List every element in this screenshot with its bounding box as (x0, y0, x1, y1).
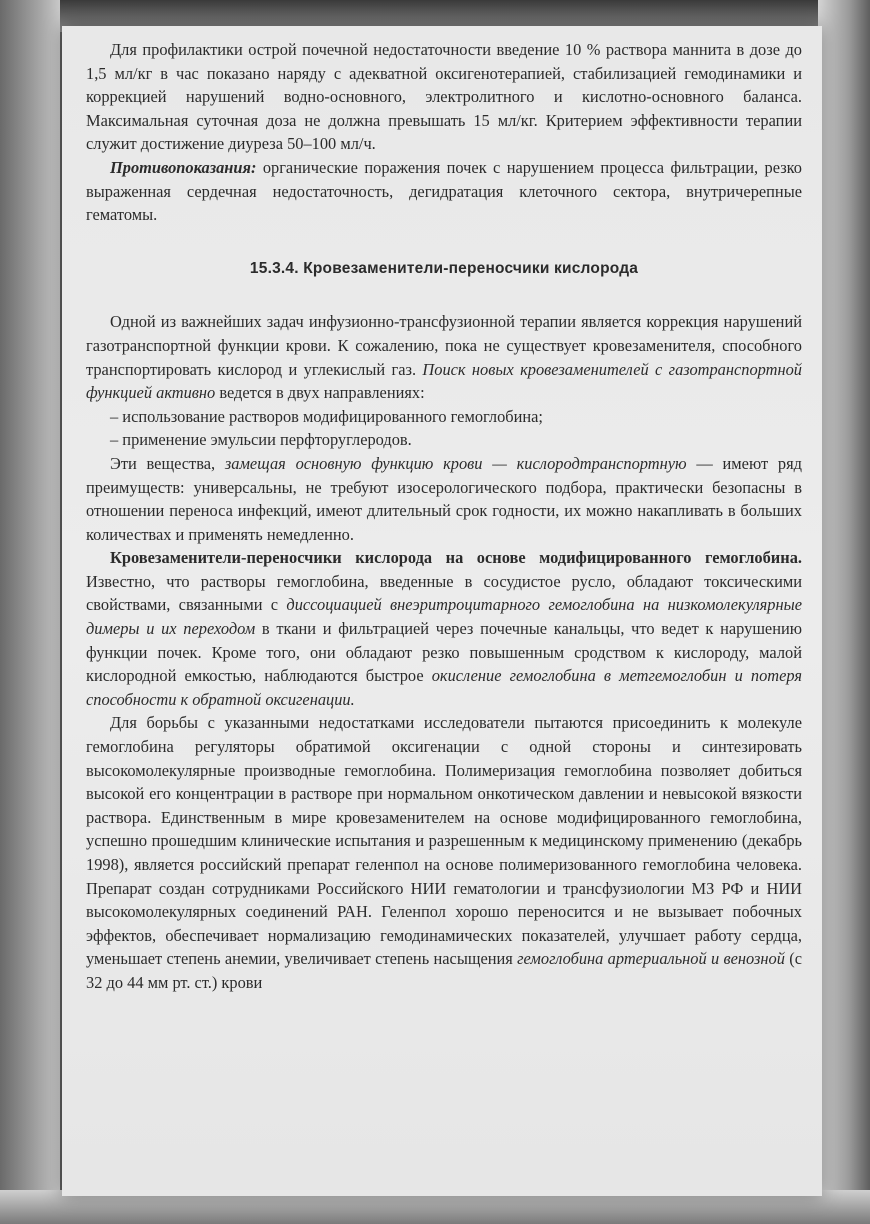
directions-list (86, 405, 802, 452)
intro-text-c: ведется в двух направлениях: (215, 383, 425, 403)
advantages-text-a: Эти вещества, (110, 453, 225, 473)
list-item: – применение эмульсии перфторуглеродов. (110, 430, 412, 450)
book-page (62, 26, 822, 1196)
page-text (86, 38, 802, 995)
gelenpol-text-italic: гемоглобина артериальной и венозной (517, 949, 785, 969)
list-item: – использование растворов модифицированного гемоглобина; (110, 406, 543, 426)
paragraph-intro (86, 310, 802, 404)
paragraph-mannitol: Для профилактики острой почечной недостаточности введение 10 % раствора маннита в дозе до 1,5 мл/кг в час показано наряду с адекватной оксигенотерапией, стабилизацией гемодинамики и коррекцией нарушений водно-основного, электролитного и кислотно-основного баланса. Максимальная суточная доза не должна превышать 15 мл/кг. Критерием эффективности терапии служит достижение диуреза 50–100 мл/ч. (86, 40, 802, 154)
paragraph-advantages (86, 452, 802, 546)
contraindications-text: органические поражения почек с нарушением процесса фильтрации, резко выраженная сердечная недостаточность, дегидратация клеточного сектора, внутричерепные гематомы. (86, 157, 802, 225)
paragraph-contraindications (86, 156, 802, 227)
paragraph-hemoglobin-substitutes (86, 546, 802, 711)
hemoglobin-text-a: Известно, что растворы гемоглобина, введенные в сосудистое русло, обладают токсическими свойствами, связанными с (86, 571, 802, 615)
hemoglobin-text-italic-b: диссоциацией внеэритроцитарного гемоглобина на низкомолекулярные димеры и их переходом (86, 595, 802, 639)
gelenpol-text-c: (с 32 до 44 мм рт. ст.) крови (86, 949, 802, 992)
scan-shadow-right (818, 0, 870, 1224)
paragraph-gelenpol (86, 711, 802, 994)
section-heading: 15.3.4. Кровезаменители-переносчики кислорода (249, 259, 639, 277)
advantages-text-c: — имеют ряд преимуществ: универсальны, не требуют изосерологического подбора, практически безопасны в отношении переноса инфекций, имеют длительный срок годности, их можно накапливать в больших количествах и применять немедленно. (86, 453, 802, 544)
hemoglobin-text-italic-d: окисление гемоглобина в метгемоглобин и потеря способности к обратной оксигенации. (86, 666, 802, 709)
gelenpol-text-a: Для борьбы с указанными недостатками исследователи пытаются присоединить к молекуле гемоглобина регуляторы обратимой оксигенации с одной стороны и синтезировать высокомолекулярные производные гемоглобина. Полимеризация гемоглобина позволяет добиться высокой его концентрации в растворе при нормальном онкотическом давлении и невысокой вязкости раствора. Единственным в мире кровезаменителем на основе модифицированного гемоглобина, успешно прошедшим клинические испытания и разрешенным к медицинскому применению (декабрь 1998), является российский препарат геленпол на основе полимеризованного гемоглобина человека. Препарат создан сотрудниками Российского НИИ гематологии и трансфузиологии МЗ РФ и НИИ высокомолекулярных соединений РАН. Геленпол хорошо переносится и не вызывает побочных эффектов, обеспечивает нормализацию гемодинамических показателей, улучшает работу сердца, уменьшает степень анемии, увеличивает степень насыщения (86, 713, 802, 969)
hemoglobin-substitutes-lead: Кровезаменители-переносчики кислорода на основе модифицированного гемоглобина. (110, 548, 802, 568)
intro-text-italic: Поиск новых кровезаменителей с газотранспортной функцией активно (86, 359, 802, 403)
intro-text-a: Одной из важнейших задач инфузионно-трансфузионной терапии является коррекция нарушений газотранспортной функции крови. К сожалению, пока не существует кровезаменителя, способного транспортировать кислород и углекислый газ. (86, 312, 802, 379)
scan-shadow-left (0, 0, 60, 1224)
advantages-text-italic: замещая основную функцию крови — кислородтранспортную (224, 453, 687, 473)
hemoglobin-text-c: в ткани и фильтрацией через почечные канальцы, что ведет к нарушению функции почек. Кроме того, они обладают резко повышенным сродством к кислороду, малой кислородной емкостью, наблюдаются быстрое (86, 619, 802, 686)
contraindications-label: Противопоказания: (110, 157, 257, 177)
